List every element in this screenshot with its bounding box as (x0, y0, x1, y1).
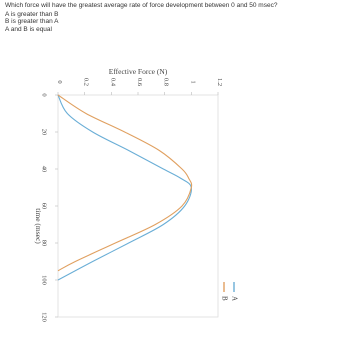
force-tick-label: 0.2 (82, 77, 90, 87)
force-time-chart (0, 60, 350, 344)
force-tick-label: 1.2 (216, 77, 223, 87)
time-tick-label: 100 (40, 275, 48, 285)
time-tick-label: 120 (40, 312, 48, 322)
chart-container (0, 60, 350, 344)
force-tick-label: 1 (189, 80, 197, 84)
series-line-a (58, 95, 191, 280)
chart-title: Effective Force (N) (108, 67, 168, 76)
x-axis-label: time (msec) (34, 208, 43, 244)
answer-option-c[interactable]: A and B is equal (5, 25, 52, 33)
legend-label-a: A (230, 296, 239, 302)
answer-option-b[interactable]: B is greater than A (5, 18, 59, 26)
question-text: Which force will have the greatest average rate of force development between 0 and 50 msec? (5, 2, 278, 9)
answer-option-a[interactable]: A is greater than B (5, 10, 59, 18)
time-tick-label: 40 (40, 165, 48, 173)
time-tick-label: 80 (40, 239, 48, 247)
force-tick-label: 0 (56, 80, 63, 84)
force-tick-label: 0.4 (109, 77, 117, 87)
time-tick-label: 0 (40, 93, 48, 97)
question-block (5, 2, 345, 33)
time-tick-label: 20 (40, 128, 48, 136)
plot-frame (58, 95, 218, 317)
legend-label-b: B (220, 296, 229, 301)
force-tick-label: 0.8 (162, 77, 170, 87)
time-tick-label: 60 (40, 202, 48, 210)
force-tick-label: 0.6 (136, 77, 143, 87)
